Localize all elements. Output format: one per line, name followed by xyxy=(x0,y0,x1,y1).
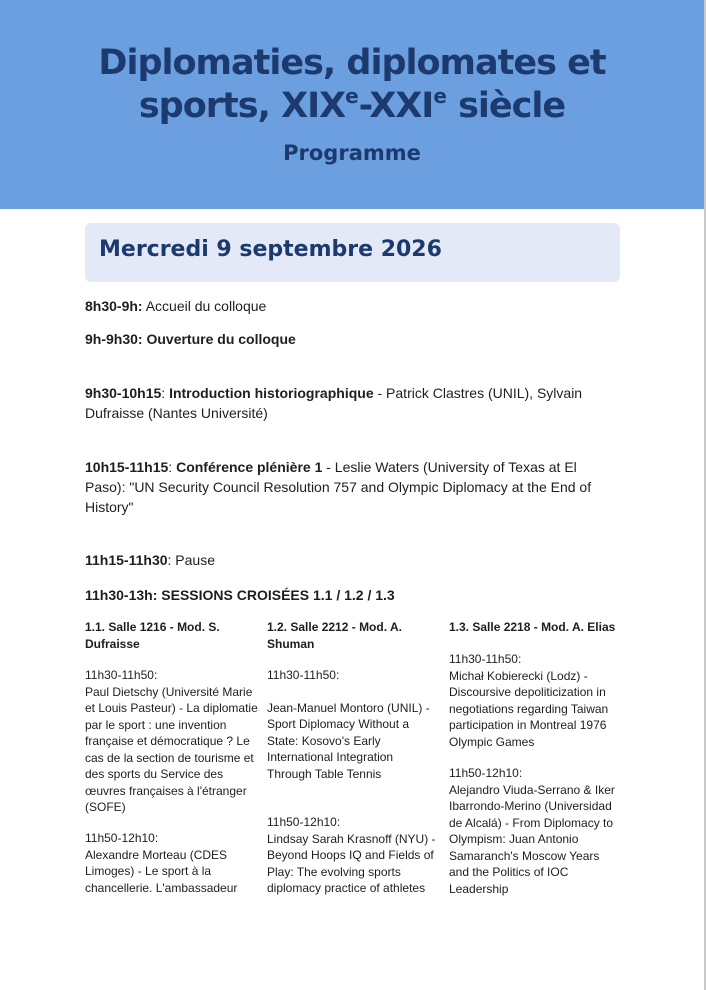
entry-time: 11h15-11h30 xyxy=(85,552,168,568)
entry-time: 8h30-9h: xyxy=(85,298,143,314)
title-line-2c: siècle xyxy=(446,86,566,126)
page-subtitle: Programme xyxy=(283,141,421,165)
talk-text: Lindsay Sarah Krasnoff (NYU) - Beyond Hoops IQ and Fields of Play: The evolving sports diplomacy practice of athletes xyxy=(267,831,436,895)
session-column-1-2 xyxy=(267,619,437,895)
day-title: Mercredi 9 septembre 2026 xyxy=(99,237,442,262)
talk-text: Jean-Manuel Montoro (UNIL) - Sport Diplomacy Without a State: Kosovo's Early International Integration Through Table Tennis xyxy=(267,700,430,781)
entry-time: 10h15-11h15 xyxy=(85,459,169,475)
entry-time: 9h-9h30 xyxy=(85,331,138,347)
talk-block xyxy=(267,667,437,782)
entry-time: 9h30-10h15 xyxy=(85,385,162,401)
schedule-entry-introduction: 9h30-10h15: Introduction historiographique - Patrick Clastres (UNIL), Sylvain Dufraisse (Nantes Université) xyxy=(85,385,583,421)
schedule-entry-welcome xyxy=(85,296,615,316)
talk-time: 11h30-11h50: xyxy=(85,668,158,682)
talk-text: Alejandro Viuda-Serrano & Iker Ibarrondo-Merino (Universidad de Alcalá) - From Diplomacy to Olympism: Juan Antonio Samaranch's Moscow Years and the Politics of IOC Leadership xyxy=(449,782,615,896)
talk-block xyxy=(85,830,260,896)
entry-title: : Ouverture du colloque xyxy=(137,331,296,347)
entry-time: 11h30-13h: SESSIONS CROISÉES 1.1 / 1.2 / 1.3 xyxy=(85,587,395,603)
session-heading: 1.1. Salle 1216 - Mod. S. Dufraisse xyxy=(85,620,220,651)
talk-text: Paul Dietschy (Université Marie et Louis Pasteur) - La diplomatie par le sport : une invention française et démocratique ? Le cas de la section de tourisme et des sports du Service des œuvres françaises à l'étranger (SOFE) xyxy=(85,684,258,814)
page-title xyxy=(0,42,704,128)
schedule-entry-opening xyxy=(85,329,615,349)
schedule-entry-plenary: 10h15-11h15: Conférence plénière 1 - Leslie Waters (University of Texas at El Paso): "UN Security Council Resolution 757 and Olympic Diplomacy at the End of History" xyxy=(85,459,592,515)
talk-time: 11h50-12h10: xyxy=(449,766,523,780)
title-line-1: Diplomaties, diplomates et xyxy=(98,43,606,83)
talk-text: Alexandre Morteau (CDES Limoges) - Le sport à la chancellerie. L'ambassadeur xyxy=(85,847,238,895)
title-line-2a: sports, XIX xyxy=(138,86,346,126)
session-heading: 1.2. Salle 2212 - Mod. A. Shuman xyxy=(267,620,402,651)
entry-title: Introduction historiographique xyxy=(169,385,374,401)
talk-time: 11h30-11h50: xyxy=(267,668,340,682)
talk-block xyxy=(267,814,437,897)
title-sup-1: e xyxy=(345,84,359,108)
entry-title: Conférence plénière 1 xyxy=(176,459,323,475)
entry-rest: Accueil du colloque xyxy=(142,298,267,314)
session-column-1-3 xyxy=(449,619,619,896)
session-heading: 1.3. Salle 2218 - Mod. A. Elias xyxy=(449,620,616,634)
talk-time: 11h50-12h10: xyxy=(267,815,341,829)
talk-text: Michał Kobierecki (Lodz) - Discoursive depoliticization in negotiations regarding Taiwan participation in Montreal 1976 Olympic Games xyxy=(449,668,609,749)
talk-block xyxy=(85,667,260,816)
entry-rest: : Pause xyxy=(167,552,215,568)
session-column-1-1 xyxy=(85,619,260,895)
header-banner xyxy=(0,0,704,209)
talk-block xyxy=(449,765,619,897)
title-sup-2: e xyxy=(433,84,447,108)
entry-rest: - Patrick Clastres (UNIL), Sylvain Dufraisse (Nantes Université) xyxy=(85,385,583,421)
schedule-entry-sessions xyxy=(85,585,615,605)
entry-rest: - Leslie Waters (University of Texas at El Paso): "UN Security Council Resolution 757 and Olympic Diplomacy at the End of History" xyxy=(85,459,592,515)
talk-time: 11h30-11h50: xyxy=(449,652,522,666)
schedule-entry-pause xyxy=(85,550,615,570)
title-line-2b: -XXI xyxy=(358,86,434,126)
day-heading-box xyxy=(85,223,620,282)
talk-block xyxy=(449,651,619,750)
talk-time: 11h50-12h10: xyxy=(85,831,159,845)
